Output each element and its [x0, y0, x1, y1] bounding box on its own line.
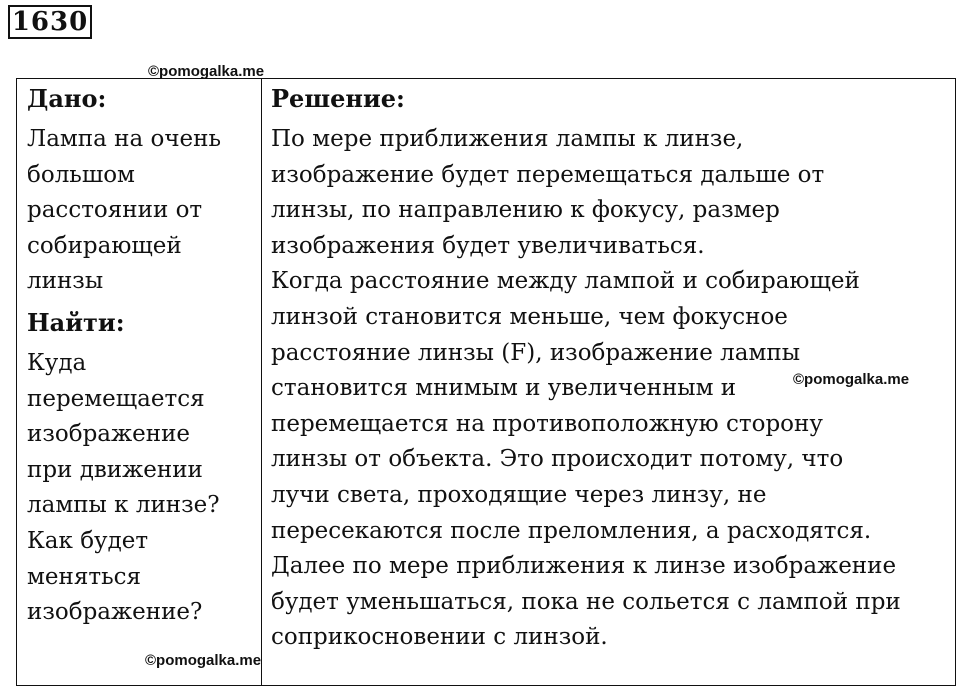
watermark: ©pomogalka.me [148, 63, 265, 80]
solution-line: Далее по мере приближения к линзе изображение [271, 553, 897, 580]
given-line: собирающей [27, 232, 182, 259]
find-line: изображение? [27, 599, 203, 626]
solution-line: пересекаются после преломления, а расходятся. [271, 517, 872, 544]
task-number: 1630 [8, 5, 92, 39]
solution-line: линзы, по направлению к фокусу, размер [271, 197, 780, 224]
find-line: при движении [27, 456, 203, 483]
solution-line: Когда расстояние между лампой и собирающей [271, 268, 860, 295]
watermark: ©pomogalka.me [793, 371, 910, 388]
solution-line: будет уменьшаться, пока не сольется с лампой при [271, 588, 901, 615]
solution-line: По мере приближения лампы к линзе, [271, 126, 744, 152]
find-line: меняться [27, 563, 141, 590]
solution-line: перемещается на противоположную сторону [271, 410, 823, 437]
given-line: линзы [27, 268, 104, 295]
watermark: ©pomogalka.me [145, 652, 262, 669]
solution-heading: Решение: [271, 84, 405, 113]
solution-line: изображение будет перемещаться дальше от [271, 161, 825, 188]
find-heading: Найти: [27, 307, 125, 337]
find-line: перемещается [27, 385, 205, 412]
solution-line: становится мнимым и увеличенным и [271, 375, 737, 402]
given-line: большом [27, 161, 135, 188]
find-line: Куда [27, 349, 87, 376]
column-divider [261, 78, 262, 686]
find-line: лампы к линзе? [27, 492, 220, 519]
solution-line: линзой становится меньше, чем фокусное [271, 303, 788, 330]
given-heading: Дано: [27, 84, 107, 113]
solution-line: линзы от объекта. Это происходит потому, что [271, 446, 844, 473]
find-line: изображение [27, 421, 191, 448]
solution-line: расстояние линзы (F), изображение лампы [271, 339, 801, 366]
given-line: Лампа на очень [27, 126, 222, 152]
given-line: расстоянии от [27, 197, 203, 224]
solution-line: изображения будет увеличиваться. [271, 232, 705, 259]
find-line: Как будет [27, 527, 149, 554]
solution-line: соприкосновении с линзой. [271, 624, 608, 651]
solution-line: лучи света, проходящие через линзу, не [271, 481, 767, 508]
left-column [27, 82, 257, 631]
right-column [271, 82, 951, 656]
